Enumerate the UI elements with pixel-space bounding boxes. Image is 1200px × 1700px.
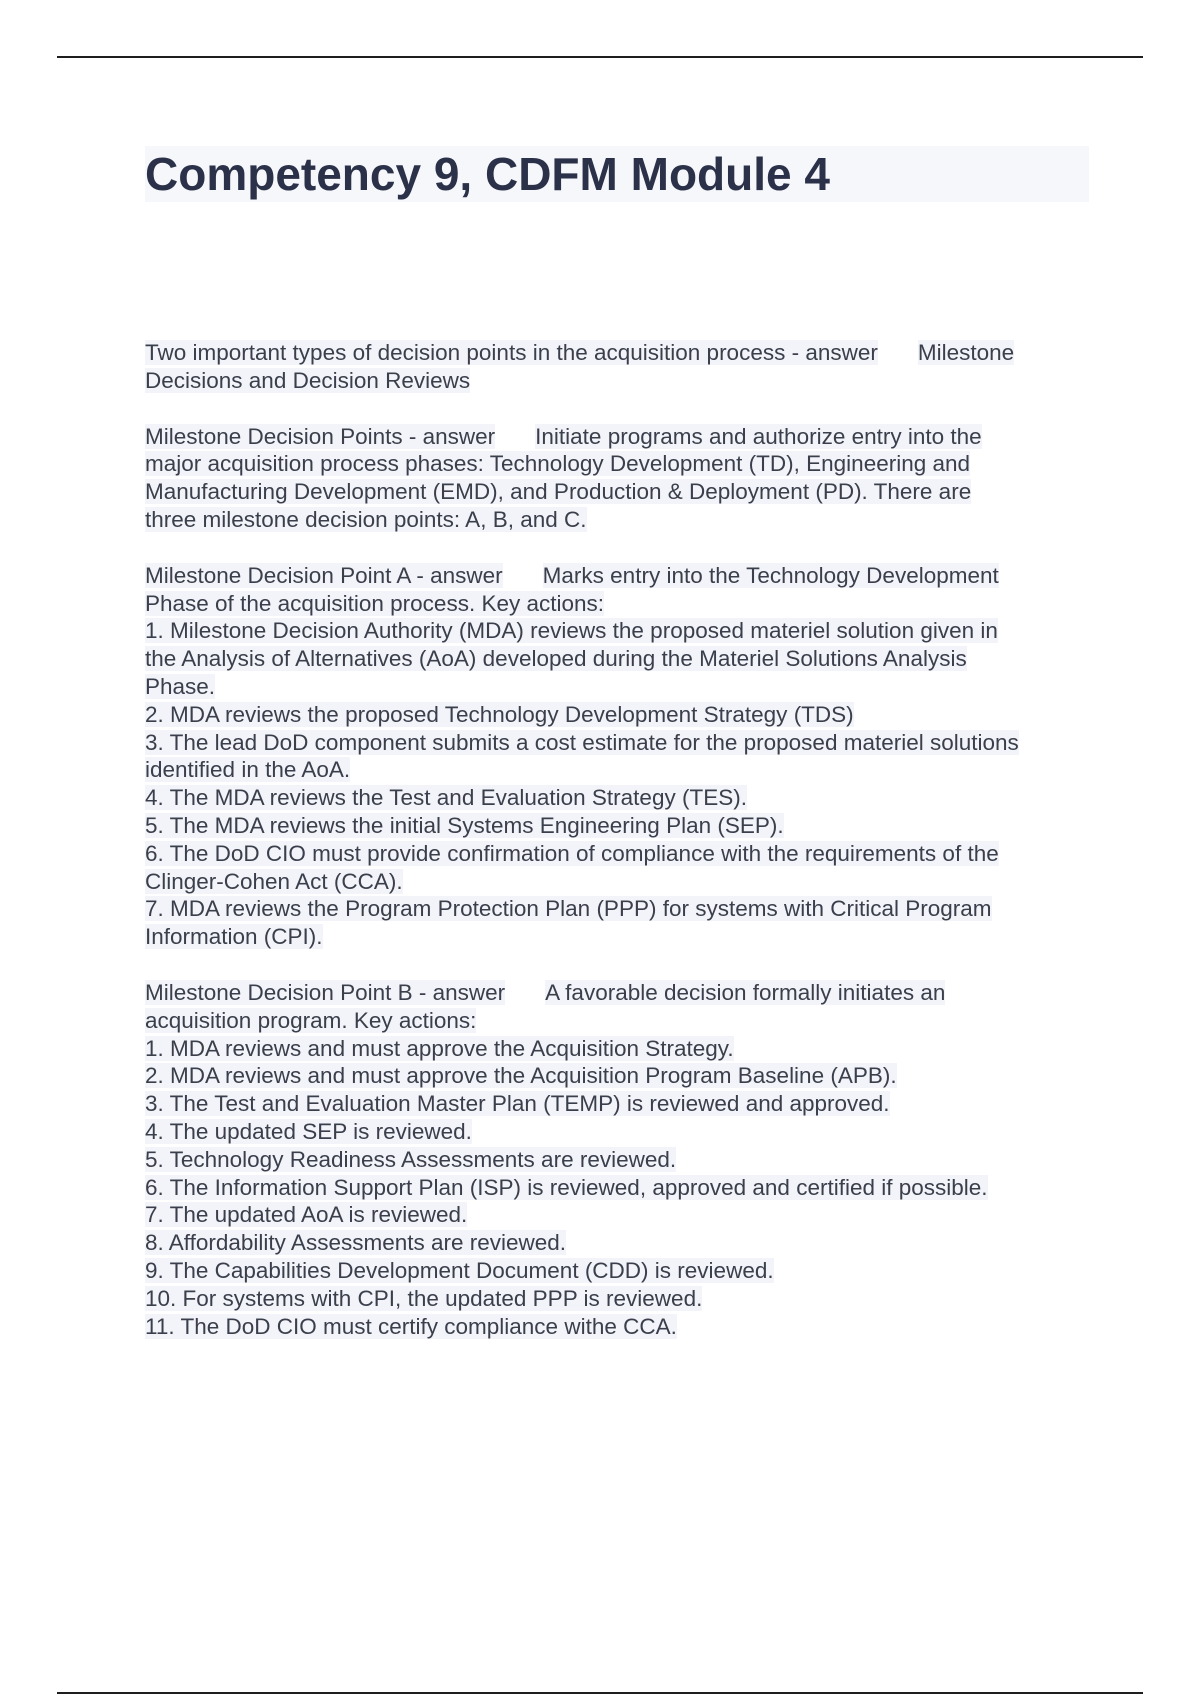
line-text: the Analysis of Alternatives (AoA) developed during the Materiel Solutions Analysis bbox=[145, 646, 967, 672]
text-line bbox=[145, 1090, 1085, 1118]
text-line bbox=[145, 701, 1085, 729]
bottom-rule bbox=[57, 1692, 1143, 1694]
text-line bbox=[145, 812, 1085, 840]
text-line bbox=[145, 1313, 1085, 1341]
text-line bbox=[145, 1035, 1085, 1063]
text-line bbox=[145, 1201, 1085, 1229]
question-text: Two important types of decision points in the acquisition process - answer bbox=[145, 340, 878, 365]
qa-content bbox=[145, 339, 1085, 1368]
answer-text: A favorable decision formally initiates an bbox=[545, 979, 946, 1005]
line-text: 2. MDA reviews the proposed Technology Development Strategy (TDS) bbox=[145, 701, 854, 727]
line-text: identified in the AoA. bbox=[145, 757, 351, 783]
question-text: Milestone Decision Points - answer bbox=[145, 423, 496, 449]
line-text: Decisions and Decision Reviews bbox=[145, 367, 471, 393]
text-line bbox=[145, 562, 1085, 590]
line-text: 3. The Test and Evaluation Master Plan (TEMP) is reviewed and approved. bbox=[145, 1091, 890, 1117]
line-text: 11. The DoD CIO must certify compliance withe CCA. bbox=[145, 1313, 677, 1339]
text-line bbox=[145, 478, 1085, 506]
line-text: 7. MDA reviews the Program Protection Plan (PPP) for systems with Critical Program bbox=[145, 896, 992, 922]
line-text: Manufacturing Development (EMD), and Production & Deployment (PD). There are bbox=[145, 479, 972, 505]
text-line bbox=[145, 1229, 1085, 1257]
text-line bbox=[145, 840, 1085, 868]
line-text: 3. The lead DoD component submits a cost estimate for the proposed materiel solutions bbox=[145, 729, 1019, 755]
text-line bbox=[145, 506, 1085, 534]
line-text: 10. For systems with CPI, the updated PPP is reviewed. bbox=[145, 1285, 703, 1311]
line-text: 1. MDA reviews and must approve the Acquisition Strategy. bbox=[145, 1035, 734, 1061]
text-line bbox=[145, 923, 1085, 951]
page-title: Competency 9, CDFM Module 4 bbox=[145, 148, 830, 200]
text-line bbox=[145, 367, 1085, 395]
text-line bbox=[145, 1118, 1085, 1146]
text-line bbox=[145, 450, 1085, 478]
line-text: 7. The updated AoA is reviewed. bbox=[145, 1202, 468, 1228]
line-text: 6. The DoD CIO must provide confirmation of compliance with the requirements of the bbox=[145, 840, 999, 866]
text-line bbox=[145, 1174, 1085, 1202]
text-line bbox=[145, 423, 1085, 451]
text-line bbox=[145, 1285, 1085, 1313]
question-text: Milestone Decision Point B - answer bbox=[145, 979, 506, 1005]
line-text: 8. Affordability Assessments are reviewed. bbox=[145, 1230, 567, 1256]
text-line bbox=[145, 339, 1085, 367]
text-line bbox=[145, 895, 1085, 923]
text-line bbox=[145, 979, 1085, 1007]
line-text: Phase of the acquisition process. Key actions: bbox=[145, 590, 605, 616]
text-line bbox=[145, 1007, 1085, 1035]
qa-card bbox=[145, 562, 1085, 951]
line-text: 4. The MDA reviews the Test and Evaluation Strategy (TES). bbox=[145, 785, 747, 811]
line-text: 1. Milestone Decision Authority (MDA) reviews the proposed materiel solution given in bbox=[145, 618, 998, 644]
line-text: major acquisition process phases: Technology Development (TD), Engineering and bbox=[145, 451, 971, 477]
text-line bbox=[145, 729, 1085, 757]
line-text: 5. The MDA reviews the initial Systems Engineering Plan (SEP). bbox=[145, 812, 784, 838]
text-line bbox=[145, 1146, 1085, 1174]
text-line bbox=[145, 590, 1085, 618]
line-text: acquisition program. Key actions: bbox=[145, 1007, 477, 1033]
text-line bbox=[145, 784, 1085, 812]
line-text: 2. MDA reviews and must approve the Acquisition Program Baseline (APB). bbox=[145, 1063, 897, 1089]
text-line bbox=[145, 1257, 1085, 1285]
qa-card bbox=[145, 423, 1085, 534]
text-line bbox=[145, 617, 1085, 645]
line-text: 9. The Capabilities Development Document (CDD) is reviewed. bbox=[145, 1257, 774, 1283]
text-line bbox=[145, 1062, 1085, 1090]
text-line bbox=[145, 645, 1085, 673]
top-rule bbox=[57, 56, 1143, 58]
question-text: Milestone Decision Point A - answer bbox=[145, 562, 503, 588]
answer-text: Marks entry into the Technology Development bbox=[542, 562, 999, 588]
line-text: 5. Technology Readiness Assessments are reviewed. bbox=[145, 1146, 677, 1172]
line-text: Phase. bbox=[145, 673, 216, 699]
line-text: Clinger-Cohen Act (CCA). bbox=[145, 868, 403, 894]
text-line bbox=[145, 756, 1085, 784]
text-line bbox=[145, 673, 1085, 701]
qa-card bbox=[145, 979, 1085, 1340]
answer-text: Initiate programs and authorize entry into the bbox=[535, 423, 982, 449]
line-text: 4. The updated SEP is reviewed. bbox=[145, 1118, 472, 1144]
qa-card bbox=[145, 339, 1085, 395]
line-text: Information (CPI). bbox=[145, 924, 323, 950]
text-line bbox=[145, 868, 1085, 896]
line-text: 6. The Information Support Plan (ISP) is reviewed, approved and certified if possible. bbox=[145, 1174, 988, 1200]
line-text: three milestone decision points: A, B, and C. bbox=[145, 506, 587, 532]
answer-text: Milestone bbox=[917, 340, 1015, 365]
